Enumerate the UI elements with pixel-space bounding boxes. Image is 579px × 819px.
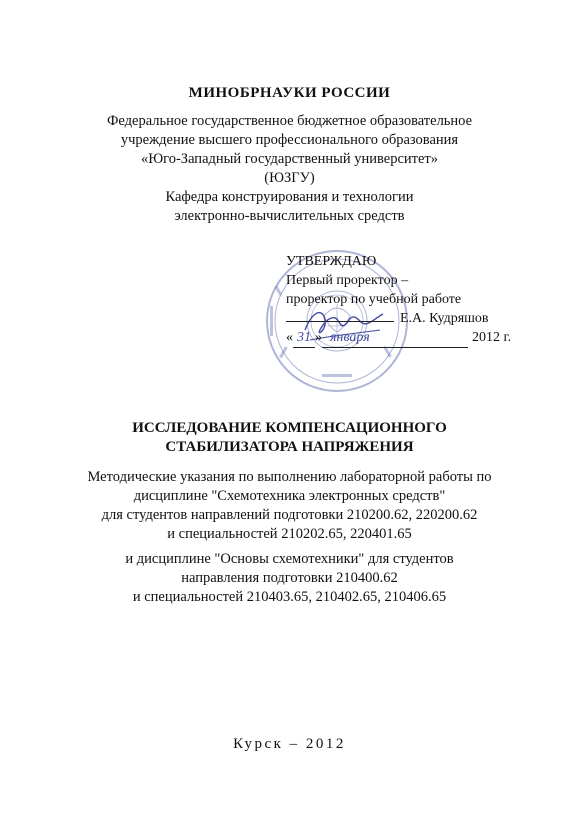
document-title <box>0 419 579 457</box>
date-month: января <box>322 328 468 348</box>
date-day: 31 <box>293 328 315 348</box>
institution-line: Кафедра конструирования и технологии <box>165 189 414 205</box>
title-line: СТАБИЛИЗАТОРА НАПРЯЖЕНИЯ <box>165 439 414 455</box>
institution-line: Федеральное государственное бюджетное образовательное <box>106 113 473 129</box>
city-year: Курск – 2012 <box>233 736 346 752</box>
description-line: и специальностей 210403.65, 210402.65, 210406.65 <box>132 589 447 605</box>
description-line: для студентов направлений подготовки 210200.62, 220200.62 <box>101 507 478 523</box>
approval-signature-line <box>286 309 511 328</box>
institution-block <box>0 112 579 226</box>
approval-position: проректор по учебной работе <box>286 292 462 307</box>
institution-line: «Юго-Западный государственный университет» <box>140 151 439 167</box>
description-block <box>0 468 579 544</box>
description-line: Методические указания по выполнению лабораторной работы по <box>87 469 492 485</box>
description-line: дисциплине "Схемотехника электронных средств" <box>133 488 446 504</box>
approval-date: « 31 » января 2012 г. <box>286 328 511 348</box>
institution-line: (ЮЗГУ) <box>264 170 315 186</box>
institution-line: учреждение высшего профессионального образования <box>120 132 459 148</box>
approver-name: Е.А. Кудряшов <box>400 311 489 326</box>
title-line: ИССЛЕДОВАНИЕ КОМПЕНСАЦИОННОГО <box>132 420 447 436</box>
approval-block <box>286 252 511 348</box>
institution-line: электронно-вычислительных средств <box>174 208 405 224</box>
description-line: и специальностей 210202.65, 220401.65 <box>167 526 412 542</box>
approval-title: УТВЕРЖДАЮ <box>286 254 377 269</box>
ministry-heading: МИНОБРНАУКИ РОССИИ <box>188 85 391 101</box>
description-line: и дисциплине "Основы схемотехники" для студентов <box>125 551 454 567</box>
description-block-2 <box>0 550 579 607</box>
date-year: 2012 г. <box>472 330 512 345</box>
approval-position: Первый проректор – <box>286 273 409 288</box>
description-line: направления подготовки 210400.62 <box>181 570 398 586</box>
